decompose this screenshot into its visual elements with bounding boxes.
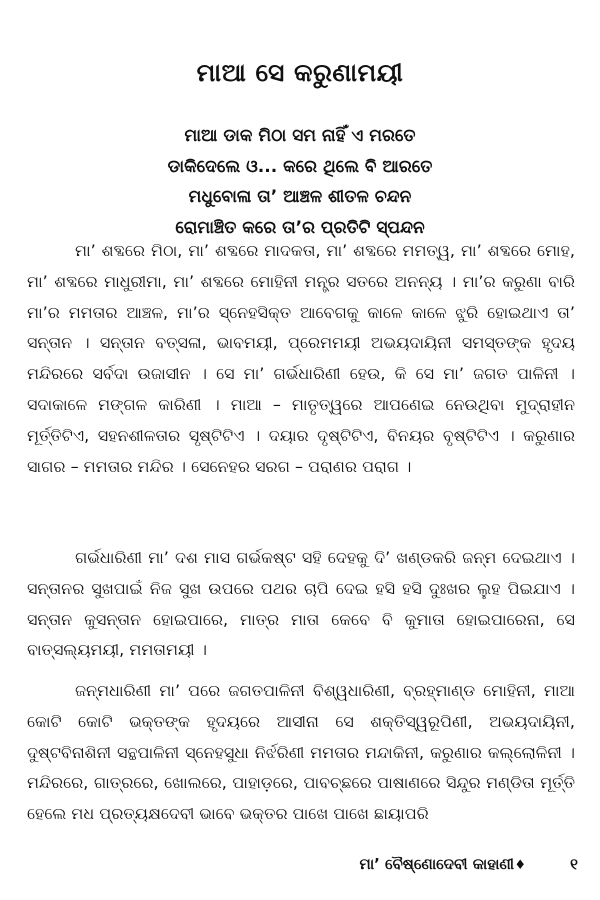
poem-line: ରୋମାଞ୍ଚିତ କରେ ତା’ର ପ୍ରତିଟି ସ୍ପନ୍ଦନ [175, 217, 425, 238]
poem-stanza [0, 121, 600, 243]
page-footer [0, 855, 600, 881]
poem-line: ଡାକିଦେଲେ ଓ... କରେ ଥିଲେ ବି ଆରତେ [167, 156, 433, 177]
poem-line: ମାଆ ଡାକ ମିଠା ସମ ନାହିଁ ଏ ମରତେ [184, 126, 416, 146]
page-number: ୧ [570, 855, 578, 873]
poem-line: ମଧୁବୋଳା ତା’ ଆଞ୍ଚଳ ଶୀତଳ ଚନ୍ଦନ [188, 187, 412, 207]
running-footer-title: ମା’ ବୈଷ୍ଣୋଦେବୀ କାହାଣୀ [359, 855, 514, 873]
diamond-separator-icon: ♦ [514, 858, 526, 873]
paragraph-3 [27, 676, 575, 830]
paragraph-2 [27, 543, 575, 666]
paragraph-1 [27, 236, 575, 482]
paragraph-text: ଜନ୍ମଧାରିଣୀ ମା’ ପରେ ଜଗତପାଳିନୀ ବିଶ୍ୱଧାରିଣୀ, ବ୍ରହ୍ମାଣ୍ଡ ମୋହିନୀ, ମାଆ କୋଟି କୋଟି ଭକ୍ତଙ୍କ ହୃଦୟରେ ଆସୀନା ସେ ଶକ୍ତିସ୍ୱରୂପିଣୀ, ଅଭୟଦାୟିନୀ, ଦୁଷ୍ଟବିନାଶିନୀ ସନ୍ଥପାଳିନୀ ସ୍ନେହସୁଧା ନିର୍ଝରିଣୀ ମମତାର ମନ୍ଦାକିନୀ, କରୁଣାର କଲ୍ଲୋଳିନୀ । ମନ୍ଦିରରେ, ଗାତ୍ରରେ, ଖୋଲରେ, ପାହାଡ଼ରେ, ପାବଚ୍ଛରେ ପାଷାଣରେ ସିନ୍ଦୁର ମଣ୍ଡିତା ମୂର୍ତ୍ତି ହେଲେ ମଧ ପ୍ରତ୍ୟକ୍ଷଦେବୀ ଭାବେ ଭକ୍ତର ପାଖେ ପାଖେ ଛାୟାପରି [27, 681, 575, 824]
chapter-title: ମାଆ ସେ କରୁଣାମୟୀ [196, 58, 404, 87]
paragraph-text: ମା’ ଶବ୍ଦରେ ମିଠା, ମା’ ଶବ୍ଦରେ ମାଦକତା, ମା’ ଶବ୍ଦରେ ମମତ୍ୱ, ମା’ ଶବ୍ଦରେ ମୋହ, ମା’ ଶବ୍ଦରେ ମାଧୁରୀମା, ମା’ ଶବ୍ଦରେ ମୋହିନୀ ମନ୍ତ୍ର ସତରେ ଅନନ୍ୟ । ମା’ର କରୁଣା ବାରି ମା’ର ମମତାର ଆଞ୍ଚଳ, ମା’ର ସ୍ନେହସିକ୍ତ ଆବେଗକୁ କାଳେ କାଳେ ଝୁରି ହୋଇଥାଏ ତା’ ସନ୍ତାନ । ସନ୍ତାନ ବତ୍ସଳା, ଭାବମୟୀ, ପ୍ରେମମୟୀ ଅଭୟଦାୟିନୀ ସମସ୍ତଙ୍କ ହୃଦୟ ମନ୍ଦିରରେ ସର୍ବଦା ଉଜାସୀନ । ସେ ମା’ ଗର୍ଭଧାରିଣୀ ହେଉ, କି ସେ ମା’ ଜଗତ ପାଳିନୀ । ସଦାକାଳେ ମଙ୍ଗଳ କାରିଣୀ । ମାଆ – ମାତୃତ୍ୱରେ ଆପଣେଇ ନେଉଥିବା ମୁଦ୍ରାହୀନ ମୂର୍ତ୍ତିଟିଏ, ସହନଶୀଳତାର ସୃଷ୍ଟିଟିଏ । ଦୟାର ଦୃଷ୍ଟିଟିଏ, ବିନୟର ବୃଷ୍ଟିଟିଏ । କରୁଣାର ସାଗର – ମମତାର ମନ୍ଦିର । ସେନେହର ସରଗ – ପରାଣର ପରାଗ । [27, 241, 575, 476]
paragraph-text: ଗର୍ଭଧାରିଣୀ ମା’ ଦଶ ମାସ ଗର୍ଭକଷ୍ଟ ସହି ଦେହକୁ ଦି’ ଖଣ୍ଡକରି ଜନ୍ମ ଦେଇଥାଏ । ସନ୍ତାନର ସୁଖପାଇଁ ନିଜ ସୁଖ ଉପରେ ପଥର ଚାପି ଦେଇ ହସି ହସି ଦୁଃଖର ଲୁହ ପିଇଯାଏ । ସନ୍ତାନ କୁସନ୍ତାନ ହୋଇପାରେ, ମାତ୍ର ମାତା କେବେ ବି କୁମାତା ହୋଇପାରେନା, ସେ ବାତ୍ସଲ୍ୟମୟୀ, ମମତାମୟୀ । [27, 548, 575, 660]
